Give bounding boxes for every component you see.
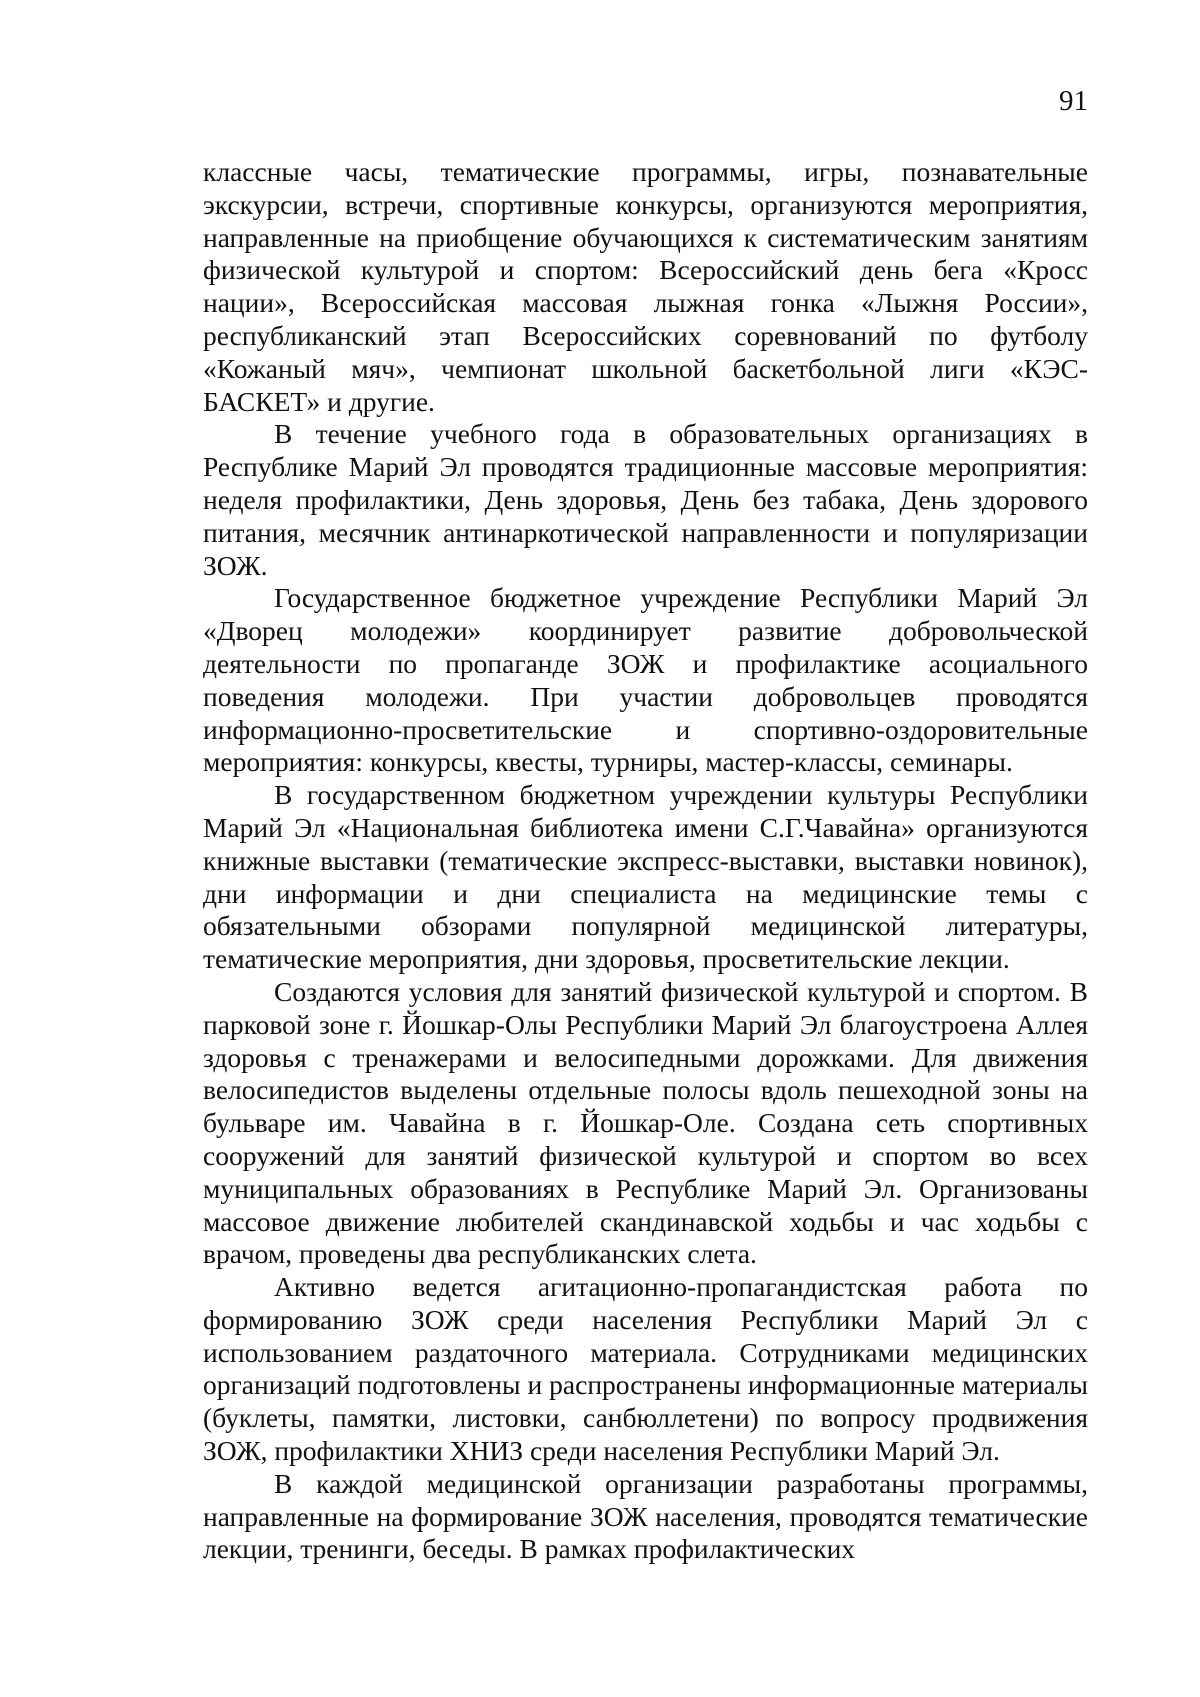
page-number: 91 (1059, 85, 1088, 117)
paragraph-continuation: классные часы, тематические программы, игры, познавательные экскурсии, встречи, спортивные конкурсы, организуются мероприятия, направленные на приобщение обучающихся к систематическим занятиям физической культурой и спортом: Всероссийский день бега «Кросс нации», Всероссийская массовая лыжная гонка «Лыжня России», республиканский этап Всероссийских соревнований по футболу «Кожаный мяч», чемпионат школьной баскетбольной лиги «КЭС-БАСКЕТ» и другие. (203, 156, 1088, 417)
paragraph-mass-events: В течение учебного года в образовательных организациях в Республике Марий Эл проводятся традиционные массовые мероприятия: неделя профилактики, День здоровья, День без табака, День здорового питания, месячник антинаркотической направленности и популяризации ЗОЖ. (203, 418, 1088, 581)
paragraph-sports-conditions: Создаются условия для занятий физической культурой и спортом. В парковой зоне г. Йошкар-Олы Республики Марий Эл благоустроена Аллея здоровья с тренажерами и велосипедными дорожками. Для движения велосипедистов выделены отдельные полосы вдоль пешеходной зоны на бульваре им. Чавайна в г. Йошкар-Оле. Создана сеть спортивных сооружений для занятий физической культурой и спортом во всех муниципальных образованиях в Республике Марий Эл. Организованы массовое движение любителей скандинавской ходьбы и час ходьбы с врачом, проведены два республиканских слета. (203, 975, 1088, 1270)
paragraph-national-library: В государственном бюджетном учреждении культуры Республики Марий Эл «Национальная библиотека имени С.Г.Чавайна» организуются книжные выставки (тематические экспресс-выставки, выставки новинок), дни информации и дни специалиста на медицинские темы с обязательными обзорами популярной медицинской литературы, тематические мероприятия, дни здоровья, просветительские лекции. (203, 779, 1088, 975)
paragraph-propaganda: Активно ведется агитационно-пропагандистская работа по формированию ЗОЖ среди населения Республики Марий Эл с использованием раздаточного материала. Сотрудниками медицинских организаций подготовлены и распространены информационные материалы (буклеты, памятки, листовки, санбюллетени) по вопросу продвижения ЗОЖ, профилактики ХНИЗ среди населения Республики Марий Эл. (203, 1271, 1088, 1467)
body-text (203, 156, 1088, 1566)
paragraph-medical-programs: В каждой медицинской организации разработаны программы, направленные на формирование ЗОЖ населения, проводятся тематические лекции, тренинги, беседы. В рамках профилактических (203, 1467, 1088, 1565)
paragraph-youth-palace: Государственное бюджетное учреждение Республики Марий Эл «Дворец молодежи» координирует развитие добровольческой деятельности по пропаганде ЗОЖ и профилактике асоциального поведения молодежи. При участии добровольцев проводятся информационно-просветительские и спортивно-оздоровительные мероприятия: конкурсы, квесты, турниры, мастер-классы, семинары. (203, 582, 1088, 778)
